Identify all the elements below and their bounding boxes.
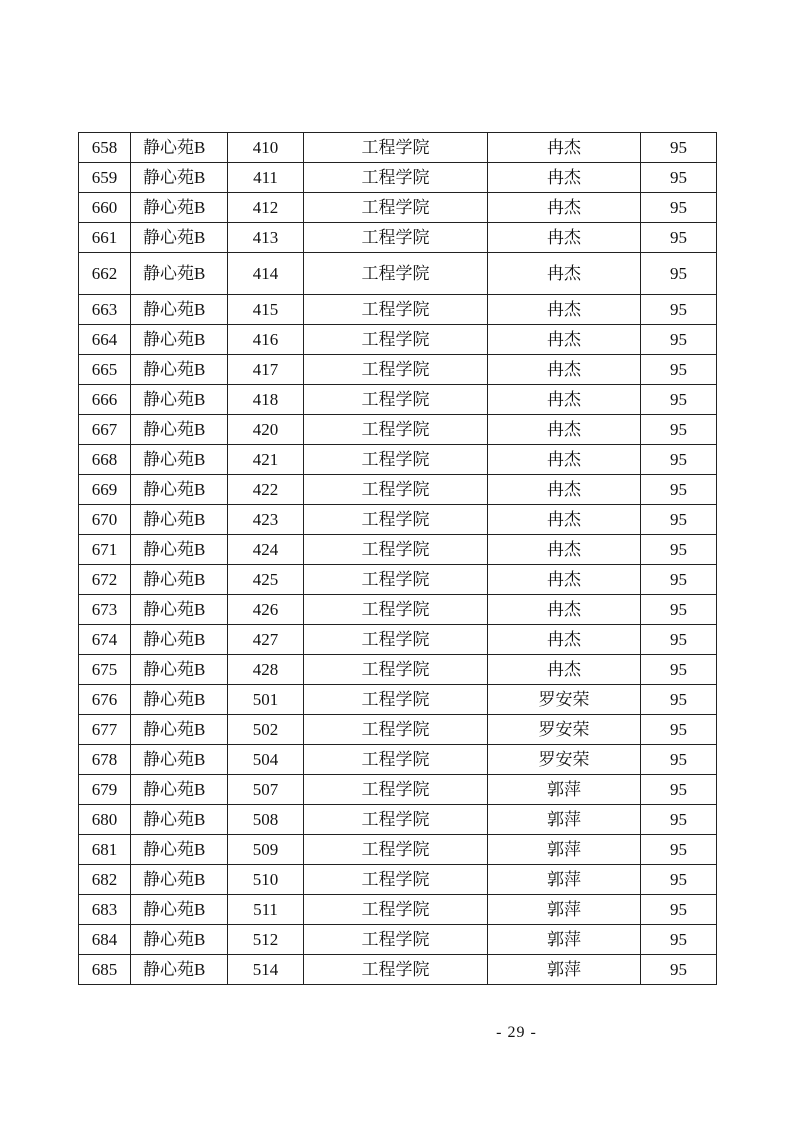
counselor-cell: 冉杰: [488, 253, 641, 295]
room-number-cell: 508: [228, 805, 304, 835]
score-cell: 95: [641, 565, 717, 595]
college-cell: 工程学院: [304, 163, 488, 193]
college-cell: 工程学院: [304, 685, 488, 715]
college-cell: 工程学院: [304, 895, 488, 925]
row-index-cell: 658: [79, 133, 131, 163]
row-index-cell: 663: [79, 295, 131, 325]
building-cell: 静心苑B: [131, 535, 228, 565]
room-number-cell: 417: [228, 355, 304, 385]
counselor-cell: 冉杰: [488, 193, 641, 223]
score-cell: 95: [641, 655, 717, 685]
table-row: [79, 625, 717, 655]
room-number-cell: 415: [228, 295, 304, 325]
counselor-cell: 冉杰: [488, 565, 641, 595]
row-index-cell: 668: [79, 445, 131, 475]
room-number-cell: 413: [228, 223, 304, 253]
building-cell: 静心苑B: [131, 475, 228, 505]
college-cell: 工程学院: [304, 625, 488, 655]
table-row: [79, 445, 717, 475]
row-index-cell: 664: [79, 325, 131, 355]
college-cell: 工程学院: [304, 805, 488, 835]
table-row: [79, 595, 717, 625]
dormitory-score-table: [78, 132, 717, 985]
counselor-cell: 冉杰: [488, 163, 641, 193]
table-row: [79, 385, 717, 415]
counselor-cell: 郭萍: [488, 955, 641, 985]
score-cell: 95: [641, 325, 717, 355]
counselor-cell: 冉杰: [488, 325, 641, 355]
table-row: [79, 475, 717, 505]
counselor-cell: 冉杰: [488, 505, 641, 535]
building-cell: 静心苑B: [131, 295, 228, 325]
row-index-cell: 675: [79, 655, 131, 685]
score-cell: 95: [641, 895, 717, 925]
table-row: [79, 193, 717, 223]
page-number: - 29 -: [496, 1024, 537, 1041]
room-number-cell: 509: [228, 835, 304, 865]
room-number-cell: 507: [228, 775, 304, 805]
score-cell: 95: [641, 805, 717, 835]
room-number-cell: 512: [228, 925, 304, 955]
room-number-cell: 502: [228, 715, 304, 745]
counselor-cell: 罗安荣: [488, 745, 641, 775]
building-cell: 静心苑B: [131, 385, 228, 415]
building-cell: 静心苑B: [131, 193, 228, 223]
score-cell: 95: [641, 925, 717, 955]
college-cell: 工程学院: [304, 133, 488, 163]
score-cell: 95: [641, 835, 717, 865]
score-cell: 95: [641, 193, 717, 223]
table-body: [79, 133, 717, 985]
room-number-cell: 414: [228, 253, 304, 295]
building-cell: 静心苑B: [131, 805, 228, 835]
college-cell: 工程学院: [304, 355, 488, 385]
room-number-cell: 418: [228, 385, 304, 415]
room-number-cell: 412: [228, 193, 304, 223]
building-cell: 静心苑B: [131, 253, 228, 295]
counselor-cell: 冉杰: [488, 385, 641, 415]
row-index-cell: 671: [79, 535, 131, 565]
counselor-cell: 罗安荣: [488, 715, 641, 745]
building-cell: 静心苑B: [131, 355, 228, 385]
score-cell: 95: [641, 163, 717, 193]
table-row: [79, 505, 717, 535]
row-index-cell: 677: [79, 715, 131, 745]
row-index-cell: 662: [79, 253, 131, 295]
college-cell: 工程学院: [304, 193, 488, 223]
building-cell: 静心苑B: [131, 505, 228, 535]
room-number-cell: 427: [228, 625, 304, 655]
score-cell: 95: [641, 745, 717, 775]
counselor-cell: 冉杰: [488, 415, 641, 445]
building-cell: 静心苑B: [131, 925, 228, 955]
score-cell: 95: [641, 595, 717, 625]
college-cell: 工程学院: [304, 595, 488, 625]
table-row: [79, 655, 717, 685]
score-cell: 95: [641, 625, 717, 655]
table-row: [79, 775, 717, 805]
college-cell: 工程学院: [304, 835, 488, 865]
room-number-cell: 504: [228, 745, 304, 775]
score-cell: 95: [641, 415, 717, 445]
building-cell: 静心苑B: [131, 565, 228, 595]
building-cell: 静心苑B: [131, 595, 228, 625]
score-cell: 95: [641, 223, 717, 253]
table-row: [79, 745, 717, 775]
college-cell: 工程学院: [304, 775, 488, 805]
counselor-cell: 冉杰: [488, 625, 641, 655]
building-cell: 静心苑B: [131, 865, 228, 895]
building-cell: 静心苑B: [131, 445, 228, 475]
row-index-cell: 676: [79, 685, 131, 715]
college-cell: 工程学院: [304, 325, 488, 355]
counselor-cell: 冉杰: [488, 445, 641, 475]
table-row: [79, 535, 717, 565]
score-cell: 95: [641, 355, 717, 385]
college-cell: 工程学院: [304, 505, 488, 535]
table-row: [79, 565, 717, 595]
counselor-cell: 冉杰: [488, 655, 641, 685]
building-cell: 静心苑B: [131, 325, 228, 355]
table-row: [79, 685, 717, 715]
counselor-cell: 郭萍: [488, 895, 641, 925]
score-cell: 95: [641, 385, 717, 415]
row-index-cell: 683: [79, 895, 131, 925]
room-number-cell: 424: [228, 535, 304, 565]
score-cell: 95: [641, 715, 717, 745]
score-cell: 95: [641, 475, 717, 505]
counselor-cell: 冉杰: [488, 223, 641, 253]
row-index-cell: 661: [79, 223, 131, 253]
row-index-cell: 669: [79, 475, 131, 505]
room-number-cell: 423: [228, 505, 304, 535]
building-cell: 静心苑B: [131, 133, 228, 163]
building-cell: 静心苑B: [131, 715, 228, 745]
room-number-cell: 411: [228, 163, 304, 193]
score-cell: 95: [641, 445, 717, 475]
building-cell: 静心苑B: [131, 655, 228, 685]
table-row: [79, 295, 717, 325]
table-row: [79, 835, 717, 865]
row-index-cell: 679: [79, 775, 131, 805]
building-cell: 静心苑B: [131, 835, 228, 865]
score-cell: 95: [641, 505, 717, 535]
counselor-cell: 郭萍: [488, 865, 641, 895]
college-cell: 工程学院: [304, 865, 488, 895]
college-cell: 工程学院: [304, 223, 488, 253]
college-cell: 工程学院: [304, 565, 488, 595]
table-row: [79, 925, 717, 955]
room-number-cell: 426: [228, 595, 304, 625]
room-number-cell: 501: [228, 685, 304, 715]
table-row: [79, 253, 717, 295]
college-cell: 工程学院: [304, 955, 488, 985]
table-row: [79, 895, 717, 925]
counselor-cell: 冉杰: [488, 295, 641, 325]
row-index-cell: 673: [79, 595, 131, 625]
row-index-cell: 665: [79, 355, 131, 385]
table-row: [79, 715, 717, 745]
counselor-cell: 郭萍: [488, 805, 641, 835]
counselor-cell: 冉杰: [488, 355, 641, 385]
counselor-cell: 冉杰: [488, 475, 641, 505]
room-number-cell: 421: [228, 445, 304, 475]
room-number-cell: 511: [228, 895, 304, 925]
building-cell: 静心苑B: [131, 625, 228, 655]
score-cell: 95: [641, 133, 717, 163]
table-row: [79, 865, 717, 895]
row-index-cell: 660: [79, 193, 131, 223]
score-cell: 95: [641, 295, 717, 325]
row-index-cell: 667: [79, 415, 131, 445]
table-row: [79, 325, 717, 355]
row-index-cell: 672: [79, 565, 131, 595]
table-row: [79, 163, 717, 193]
college-cell: 工程学院: [304, 535, 488, 565]
score-cell: 95: [641, 685, 717, 715]
college-cell: 工程学院: [304, 475, 488, 505]
college-cell: 工程学院: [304, 655, 488, 685]
row-index-cell: 680: [79, 805, 131, 835]
college-cell: 工程学院: [304, 445, 488, 475]
room-number-cell: 416: [228, 325, 304, 355]
room-number-cell: 422: [228, 475, 304, 505]
row-index-cell: 659: [79, 163, 131, 193]
table-row: [79, 955, 717, 985]
counselor-cell: 郭萍: [488, 775, 641, 805]
row-index-cell: 682: [79, 865, 131, 895]
score-cell: 95: [641, 865, 717, 895]
room-number-cell: 510: [228, 865, 304, 895]
room-number-cell: 410: [228, 133, 304, 163]
row-index-cell: 678: [79, 745, 131, 775]
counselor-cell: 冉杰: [488, 535, 641, 565]
college-cell: 工程学院: [304, 415, 488, 445]
row-index-cell: 674: [79, 625, 131, 655]
building-cell: 静心苑B: [131, 223, 228, 253]
building-cell: 静心苑B: [131, 685, 228, 715]
score-cell: 95: [641, 775, 717, 805]
building-cell: 静心苑B: [131, 745, 228, 775]
row-index-cell: 670: [79, 505, 131, 535]
score-cell: 95: [641, 955, 717, 985]
room-number-cell: 514: [228, 955, 304, 985]
building-cell: 静心苑B: [131, 775, 228, 805]
room-number-cell: 428: [228, 655, 304, 685]
room-number-cell: 420: [228, 415, 304, 445]
counselor-cell: 冉杰: [488, 595, 641, 625]
table-row: [79, 133, 717, 163]
college-cell: 工程学院: [304, 385, 488, 415]
college-cell: 工程学院: [304, 253, 488, 295]
table-row: [79, 355, 717, 385]
row-index-cell: 666: [79, 385, 131, 415]
row-index-cell: 681: [79, 835, 131, 865]
building-cell: 静心苑B: [131, 163, 228, 193]
row-index-cell: 684: [79, 925, 131, 955]
table-row: [79, 805, 717, 835]
counselor-cell: 冉杰: [488, 133, 641, 163]
score-cell: 95: [641, 253, 717, 295]
counselor-cell: 郭萍: [488, 925, 641, 955]
college-cell: 工程学院: [304, 295, 488, 325]
college-cell: 工程学院: [304, 745, 488, 775]
counselor-cell: 郭萍: [488, 835, 641, 865]
building-cell: 静心苑B: [131, 415, 228, 445]
room-number-cell: 425: [228, 565, 304, 595]
college-cell: 工程学院: [304, 715, 488, 745]
row-index-cell: 685: [79, 955, 131, 985]
table-row: [79, 223, 717, 253]
building-cell: 静心苑B: [131, 895, 228, 925]
building-cell: 静心苑B: [131, 955, 228, 985]
counselor-cell: 罗安荣: [488, 685, 641, 715]
score-cell: 95: [641, 535, 717, 565]
table-row: [79, 415, 717, 445]
college-cell: 工程学院: [304, 925, 488, 955]
